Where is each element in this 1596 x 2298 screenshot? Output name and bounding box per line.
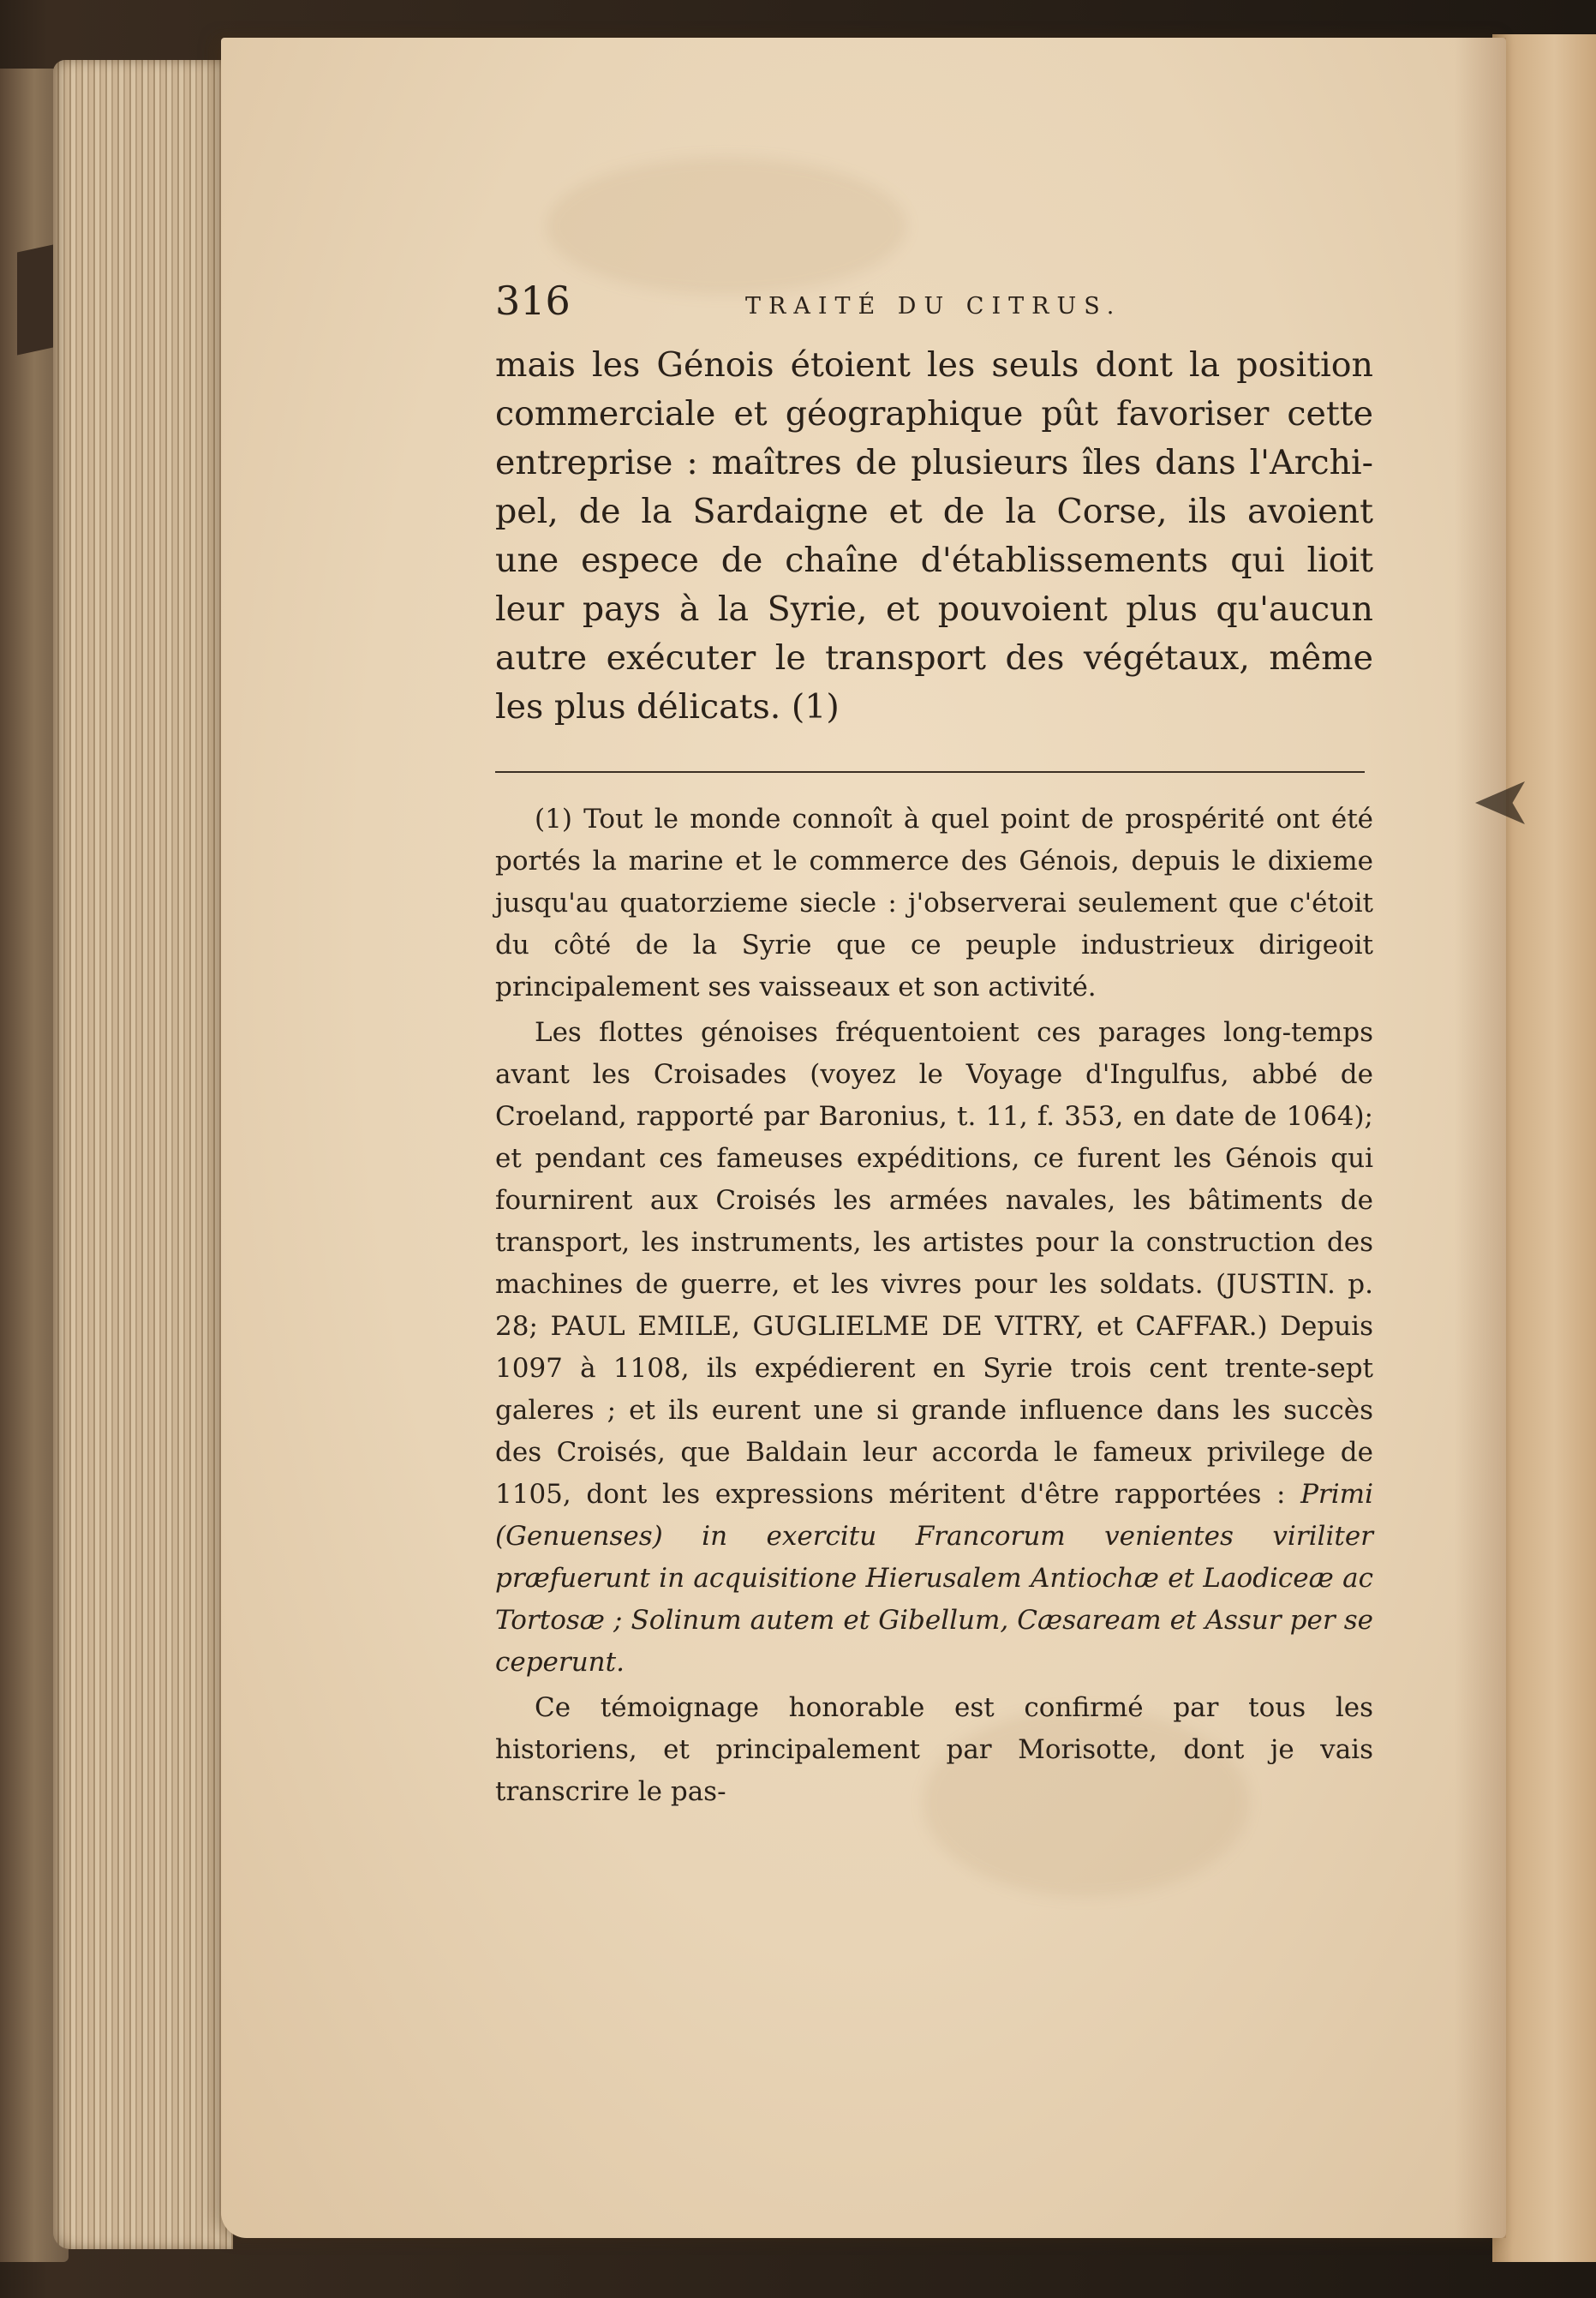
main-text-line: entreprise : maîtres de plusieurs îles dans l'Archi- (495, 443, 1373, 482)
footnote (495, 799, 1373, 1813)
main-text-line: les plus délicats. (1) (495, 687, 840, 727)
footnote-paragraph: (1) Tout le monde connoît à quel point de prospérité ont été portés la marine et le commerce des Génois, depuis le dixieme jusqu'au quatorzieme siecle : j'observerai seulement que c'étoit du côté de la Syrie que ce peuple industrieux dirigeoit principalement ses vaisseaux et son activité. (495, 804, 1373, 1002)
running-title: TRAITÉ DU CITRUS. (745, 293, 1122, 320)
footnote-paragraph: Ce témoignage honorable est confirmé par tous les historiens, et principalement par Morisotte, dont je vais transcrire le pas- (495, 1692, 1373, 1807)
main-paragraph (495, 341, 1373, 732)
cover-wear-mark (17, 245, 53, 356)
main-text-line: pel, de la Sardaigne et de la Corse, ils avoient (495, 492, 1373, 531)
footnote-latin-quote: Primi (Genuenses) in exercitu Francorum venientes viriliter præfuerunt in acquisitione Hierusalem Antiochæ et Laodiceæ ac Tortosæ ; Solinum autem et Gibellum, Cæsaream et Assur per se ceperunt. (495, 1479, 1373, 1678)
page-number: 316 (495, 278, 571, 324)
main-text-line: commerciale et géographique pût favoriser cette (495, 394, 1373, 434)
text-block (495, 274, 1373, 1816)
main-text-line: autre exécuter le transport des végétaux, même (495, 638, 1373, 678)
main-text-line: leur pays à la Syrie, et pouvoient plus qu'aucun (495, 589, 1373, 629)
stacked-page-edges (53, 60, 233, 2249)
facing-page-edge (1492, 34, 1596, 2262)
footnote-paragraph (495, 1012, 1373, 1684)
main-text-line: une espece de chaîne d'établissements qui lioit (495, 541, 1373, 580)
main-text-line: mais les Génois étoient les seuls dont la position (495, 345, 1373, 385)
running-head (495, 274, 1373, 334)
footnote-divider (495, 771, 1365, 773)
footnote-text: Les flottes génoises fréquentoient ces parages long-temps avant les Croisades (voyez le Voyage d'Ingulfus, abbé de Croeland, rapporté par Baronius, t. 11, f. 353, en date de 1064); et pendant ces fameuses expéditions, ce furent les Génois qui fournirent aux Croisés les armées navales, les bâtiments de transport, les instruments, les artistes pour la construction des machines de guerre, et les vivres pour les soldats. (JUSTIN. p. 28; PAUL EMILE, GUGLIELME DE VITRY, et CAFFAR.) Depuis 1097 à 1108, ils expédierent en Syrie trois cent trente-sept galeres ; et ils eurent une si grande influence dans les succès des Croisés, que Baldain leur accorda le fameux privilege de 1105, dont les expressions méritent d'être rapportées : (495, 1017, 1373, 1510)
